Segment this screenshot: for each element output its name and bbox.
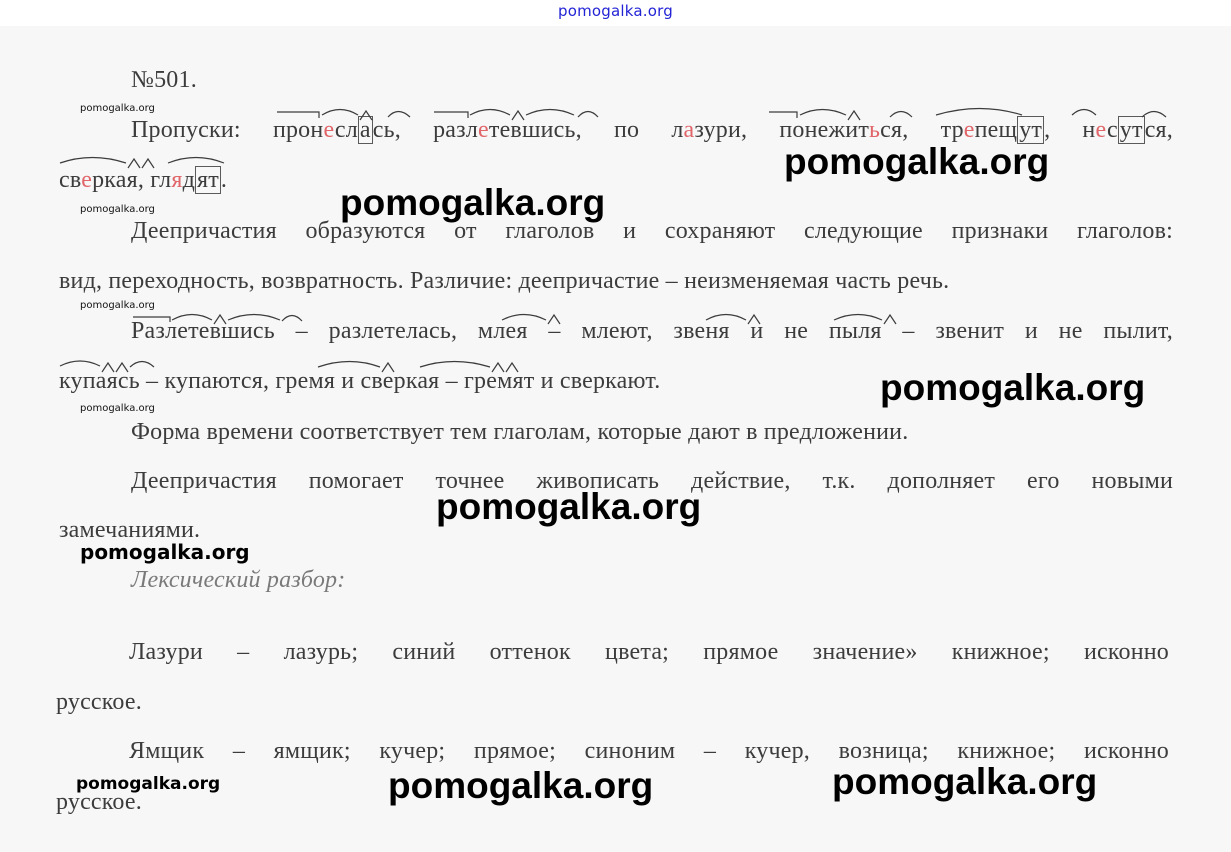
word-fragment: прон xyxy=(272,117,324,143)
watermark-large: pomogalka.org xyxy=(832,761,1098,802)
watermark-medium: pomogalka.org xyxy=(80,540,250,564)
word-fragment: св xyxy=(59,167,82,193)
watermark-large: pomogalka.org xyxy=(880,367,1146,408)
watermark-large: pomogalka.org xyxy=(436,486,702,527)
missing-letter: е xyxy=(478,117,489,143)
ending-box: а xyxy=(359,117,371,143)
paragraph-2-line-2: купаясь – купаются, гремя и сверкая – гремят и сверкают. xyxy=(59,368,661,394)
paragraph-3: Форма времени соответствует тем глаголам, которые дают в предложении. xyxy=(131,419,909,445)
ending-box: ут xyxy=(1119,117,1143,143)
word-fragment: , н xyxy=(1044,117,1096,143)
word-fragment: зури, понежит xyxy=(694,117,870,143)
paragraph-1-line-2: вид, переходность, возвратность. Различие: деепричастие – неизменяемая часть речь. xyxy=(59,268,950,294)
paragraph-5-line-2: русское. xyxy=(56,689,142,715)
ending-box: ят xyxy=(196,167,219,193)
word-fragment: с xyxy=(1106,117,1118,143)
watermark-large: pomogalka.org xyxy=(784,141,1050,182)
word-fragment: сл xyxy=(334,117,358,143)
missing-letter: е xyxy=(1095,117,1107,143)
watermark-large: pomogalka.org xyxy=(340,182,606,223)
word-fragment: пещ xyxy=(974,117,1018,143)
word-fragment: ся, xyxy=(1144,117,1173,143)
watermark-small: pomogalka.org xyxy=(80,204,155,215)
paragraph-4-line-1: Деепричастия помогает точнее живописать действие, т.к. дополняет его новыми xyxy=(131,468,1173,494)
missing-letter: я xyxy=(171,167,183,193)
missing-letter: е xyxy=(323,117,335,143)
lexical-heading: Лексический разбор: xyxy=(131,567,346,593)
word-fragment: . xyxy=(220,167,228,193)
paragraph-1-line-1: Деепричастия образуются от глаголов и сохраняют следующие признаки глаголов: xyxy=(131,218,1173,244)
paragraph-2-line-1: Разлетевшись – разлетелась, млея – млеют, звеня и не пыля – звенит и не пылит, xyxy=(131,318,1173,344)
missing-letter: ь xyxy=(869,117,881,143)
site-link[interactable]: pomogalka.org xyxy=(558,2,673,20)
word-fragment: ркая, гл xyxy=(92,167,172,193)
watermark-small: pomogalka.org xyxy=(80,403,155,414)
passes-label: Пропуски: xyxy=(131,117,241,143)
word-fragment: д xyxy=(182,167,195,193)
missing-letter: е xyxy=(81,167,93,193)
word-fragment: тевшись, по л xyxy=(488,117,684,143)
watermark-small: pomogalka.org xyxy=(80,103,155,114)
missing-letter: а xyxy=(683,117,695,143)
paragraph-4-line-2: замечаниями. xyxy=(59,517,201,543)
paragraph-5-line-1: Лазури – лазурь; синий оттенок цвета; прямое значение» книжное; исконно xyxy=(129,639,1169,665)
word-fragment: сь, разл xyxy=(372,117,479,143)
ending-box: ут xyxy=(1019,117,1043,143)
missing-letter: е xyxy=(963,117,975,143)
watermark-small: pomogalka.org xyxy=(80,300,155,311)
exercise-number: №501. xyxy=(131,67,197,93)
watermark-large: pomogalka.org xyxy=(388,765,654,806)
word-fragment: ся, тр xyxy=(880,117,964,143)
paragraph-6-line-2: русское. xyxy=(56,789,142,815)
paragraph-6-line-1: Ямщик – ямщик; кучер; прямое; синоним – кучер, возница; книжное; исконно xyxy=(129,738,1169,764)
watermark-medium: pomogalka.org xyxy=(76,774,221,794)
